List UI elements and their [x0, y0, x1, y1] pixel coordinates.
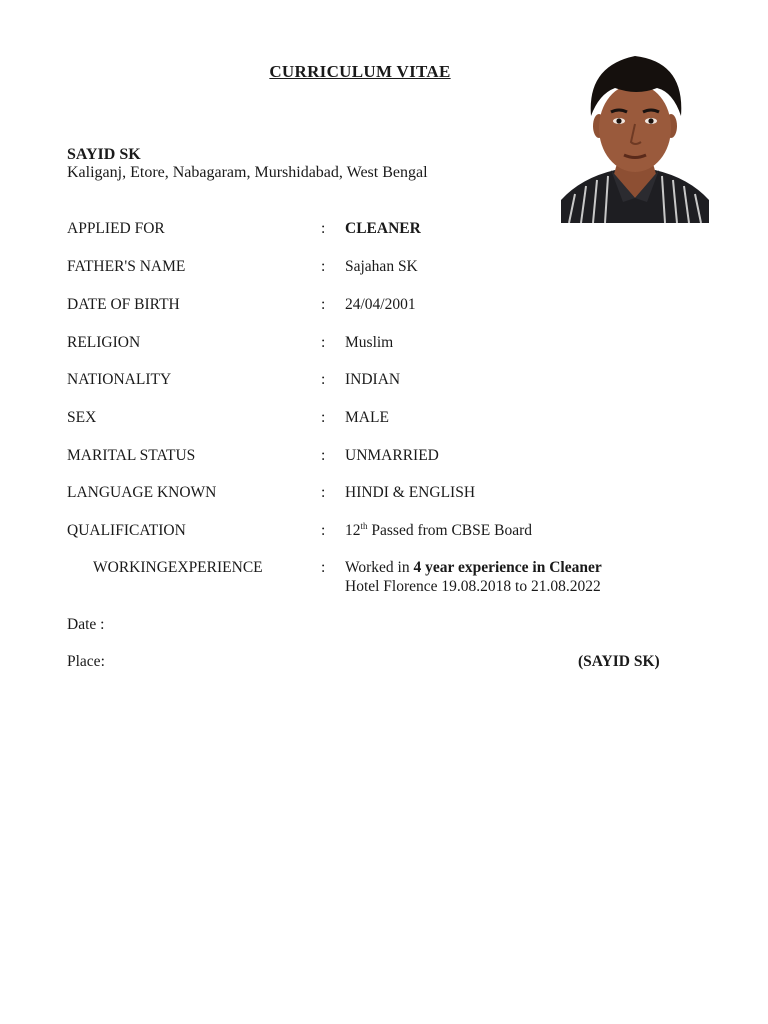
language-known-label: LANGUAGE KNOWN — [67, 484, 217, 501]
profile-photo — [561, 52, 709, 223]
marital-status-label: MARITAL STATUS — [67, 447, 196, 464]
qualification-grade: 12 — [345, 522, 361, 539]
colon-separator: : — [321, 296, 326, 313]
candidate-address: Kaliganj, Etore, Nabagaram, Murshidabad, West Bengal — [67, 164, 428, 181]
qualification-value — [345, 522, 532, 540]
date-label: Date : — [67, 616, 105, 633]
colon-separator: : — [321, 220, 326, 237]
applied-for-value: CLEANER — [345, 220, 421, 237]
place-label: Place: — [67, 653, 105, 670]
fathers-name-label: FATHER'S NAME — [67, 258, 186, 275]
working-experience-label: WORKINGEXPERIENCE — [93, 559, 263, 576]
nationality-value: INDIAN — [345, 371, 401, 388]
colon-separator: : — [321, 409, 326, 426]
qualification-row — [0, 522, 768, 542]
language-known-row — [0, 484, 768, 504]
fathers-name-value: Sajahan SK — [345, 258, 418, 275]
applied-for-row — [0, 220, 768, 240]
date-of-birth-row — [0, 296, 768, 316]
qualification-board: Passed from CBSE Board — [367, 522, 532, 539]
language-known-value: HINDI & ENGLISH — [345, 484, 476, 501]
candidate-name: SAYID SK — [67, 146, 141, 163]
working-experience-employer: Hotel Florence 19.08.2018 to 21.08.2022 — [345, 578, 601, 595]
applied-for-label: APPLIED FOR — [67, 220, 165, 237]
religion-value: Muslim — [345, 334, 394, 351]
sex-row — [0, 409, 768, 429]
nationality-row — [0, 371, 768, 391]
date-of-birth-value: 24/04/2001 — [345, 296, 416, 313]
colon-separator: : — [321, 559, 326, 576]
religion-label: RELIGION — [67, 334, 141, 351]
colon-separator: : — [321, 522, 326, 539]
colon-separator: : — [321, 334, 326, 351]
colon-separator: : — [321, 371, 326, 388]
qualification-superscript: th — [360, 520, 368, 531]
colon-separator: : — [321, 447, 326, 464]
working-experience-row — [0, 559, 768, 595]
working-experience-prefix: Worked in — [345, 559, 414, 576]
person-photo-icon — [561, 52, 709, 223]
marital-status-value: UNMARRIED — [345, 447, 439, 464]
nationality-label: NATIONALITY — [67, 371, 172, 388]
page-title: CURRICULUM VITAE — [269, 62, 451, 81]
marital-status-row — [0, 447, 768, 467]
signature-name: (SAYID SK) — [578, 653, 660, 670]
sex-label: SEX — [67, 409, 97, 426]
colon-separator: : — [321, 484, 326, 501]
working-experience-highlight: 4 year experience in Cleaner — [413, 559, 602, 576]
sex-value: MALE — [345, 409, 389, 426]
date-of-birth-label: DATE OF BIRTH — [67, 296, 180, 313]
fathers-name-row — [0, 258, 768, 278]
religion-row — [0, 334, 768, 354]
working-experience-value — [345, 559, 602, 596]
colon-separator: : — [321, 258, 326, 275]
qualification-label: QUALIFICATION — [67, 522, 186, 539]
